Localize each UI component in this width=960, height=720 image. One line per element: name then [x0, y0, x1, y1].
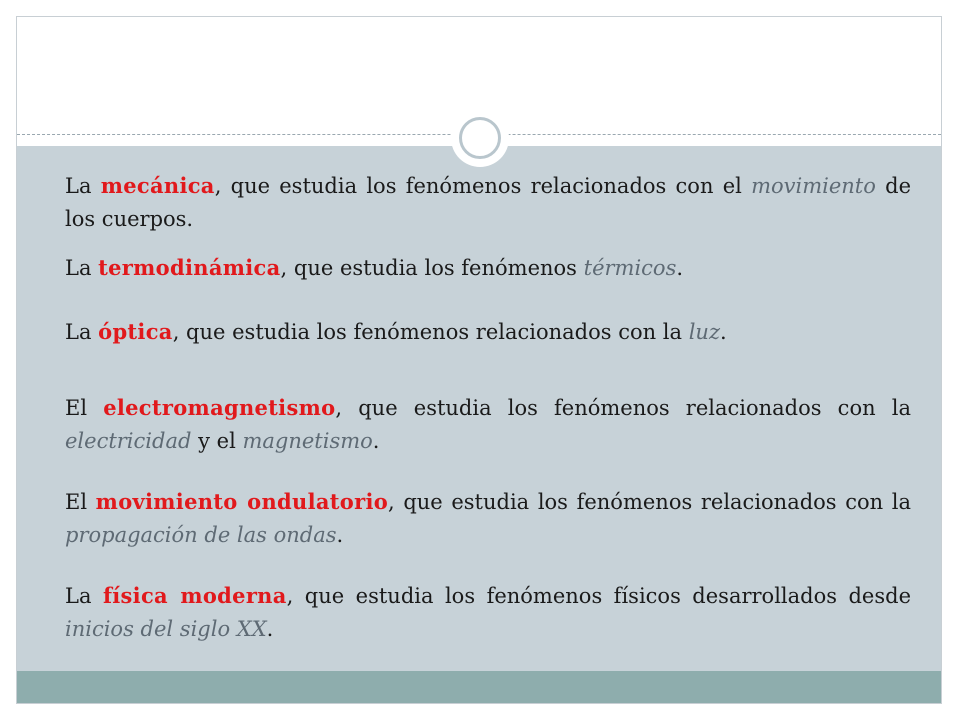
- item-prefix: La: [65, 256, 99, 280]
- term-highlight: mecánica: [100, 173, 215, 198]
- term-highlight: termodinámica: [98, 255, 281, 280]
- item-suffix: .: [720, 320, 727, 344]
- item-suffix: de los cuerpos.: [65, 174, 912, 231]
- item-emphasis: luz: [688, 320, 721, 344]
- footer-band: [17, 671, 941, 704]
- item-emphasis: electricidad: [65, 429, 192, 453]
- list-item: [65, 579, 911, 646]
- item-text: , que estudia los fenómenos relacionados con la: [335, 396, 911, 420]
- item-text: , que estudia los fenómenos físicos desarrollados desde: [286, 584, 911, 608]
- item-emphasis: inicios del siglo XX: [65, 617, 267, 641]
- term-highlight: electromagnetismo: [103, 395, 336, 420]
- item-emphasis: movimiento: [751, 174, 876, 198]
- item-prefix: El: [65, 490, 96, 514]
- item-text: , que estudia los fenómenos relacionados con la: [172, 320, 689, 344]
- item-emphasis: propagación de las ondas: [65, 523, 337, 547]
- item-prefix: El: [65, 396, 104, 420]
- item-prefix: La: [65, 584, 103, 608]
- item-suffix: .: [372, 429, 380, 453]
- list-item: [65, 251, 911, 285]
- term-highlight: física moderna: [102, 583, 287, 608]
- term-highlight: movimiento ondulatorio: [95, 489, 389, 514]
- item-prefix: La: [65, 174, 101, 198]
- item-text: , que estudia los fenómenos relacionados con el: [214, 174, 752, 198]
- item-suffix: .: [336, 523, 344, 547]
- list-item: [65, 485, 911, 552]
- item-emphasis: térmicos: [583, 256, 677, 280]
- slide: [16, 16, 942, 704]
- list-item: [65, 169, 911, 236]
- item-text: y el: [191, 429, 243, 453]
- item-suffix: .: [676, 256, 684, 280]
- ring-icon: [459, 117, 501, 159]
- item-suffix: .: [266, 617, 274, 641]
- item-prefix: La: [65, 320, 99, 344]
- term-highlight: óptica: [98, 319, 173, 344]
- list-item: [65, 391, 911, 458]
- list-item: [65, 315, 911, 349]
- item-emphasis: magnetismo: [242, 429, 373, 453]
- item-text: , que estudia los fenómenos relacionados con la: [388, 490, 911, 514]
- item-text: , que estudia los fenómenos: [280, 256, 584, 280]
